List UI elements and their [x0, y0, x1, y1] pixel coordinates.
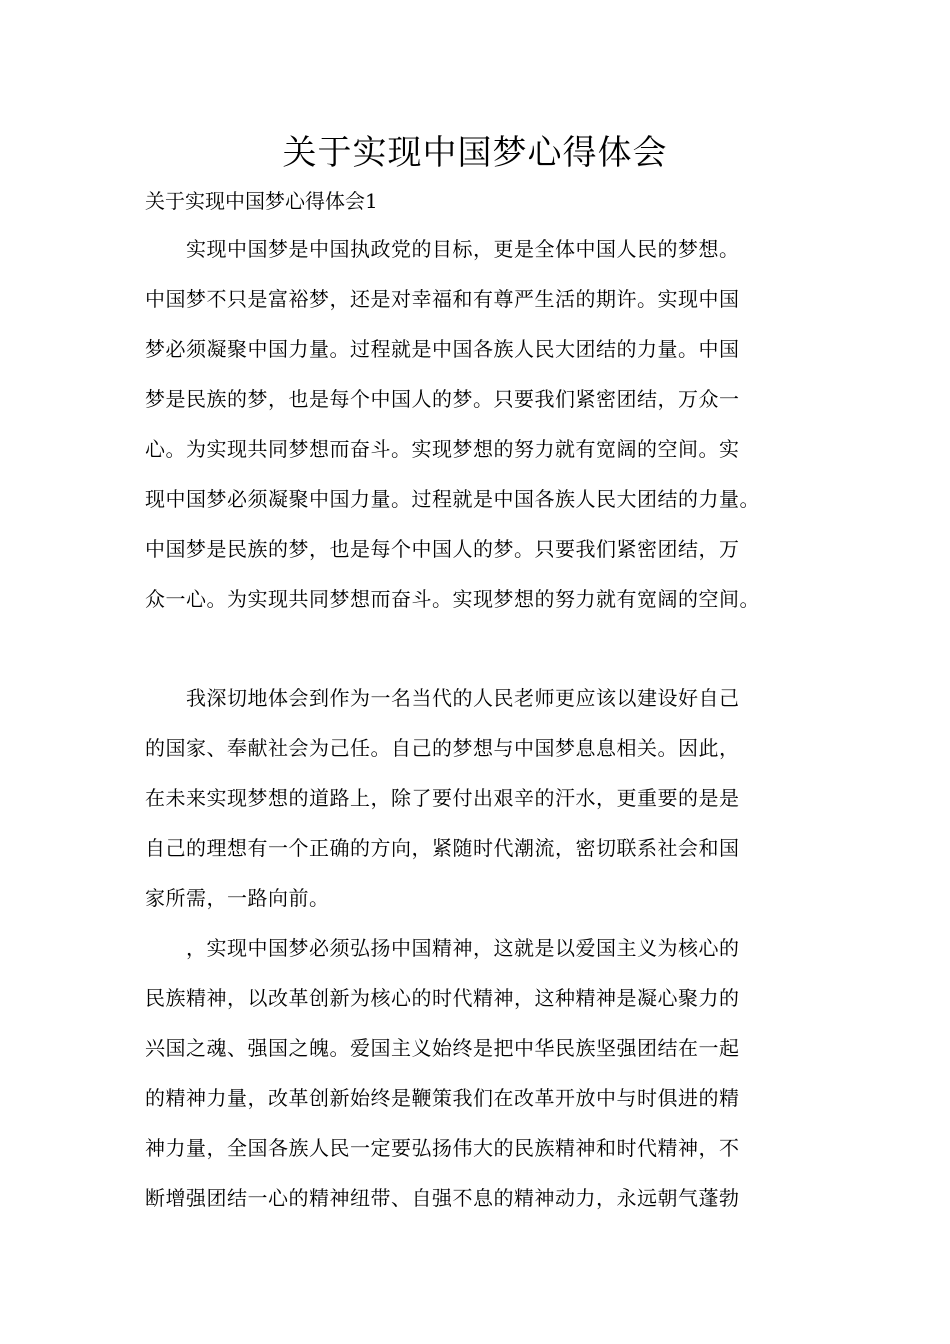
text-line: 的精神力量，改革创新始终是鞭策我们在改革开放中与时俱进的精: [145, 1086, 740, 1110]
text-line: 家所需，一路向前。: [145, 886, 330, 910]
text-line: 民族精神，以改革创新为核心的时代精神，这种精神是凝心聚力的: [145, 986, 740, 1010]
document-subtitle: 关于实现中国梦心得体会1: [145, 189, 378, 213]
text-line: 实现中国梦是中国执政党的目标，更是全体中国人民的梦想。: [145, 237, 740, 261]
text-line: 中国梦是民族的梦，也是每个中国人的梦。只要我们紧密团结，万: [145, 537, 740, 561]
text-line: ，实现中国梦必须弘扬中国精神，这就是以爱国主义为核心的: [145, 936, 740, 960]
text-line: 梦是民族的梦，也是每个中国人的梦。只要我们紧密团结，万众一: [145, 387, 740, 411]
text-line: 心。为实现共同梦想而奋斗。实现梦想的努力就有宽阔的空间。实: [145, 437, 740, 461]
text-line: 断增强团结一心的精神纽带、自强不息的精神动力，永远朝气蓬勃: [145, 1186, 740, 1210]
text-line: 兴国之魂、强国之魄。爱国主义始终是把中华民族坚强团结在一起: [145, 1036, 740, 1060]
text-line: 梦必须凝聚中国力量。过程就是中国各族人民大团结的力量。中国: [145, 337, 740, 361]
text-line: 自己的理想有一个正确的方向，紧随时代潮流，密切联系社会和国: [145, 836, 740, 860]
text-line: 在未来实现梦想的道路上，除了要付出艰辛的汗水，更重要的是是: [145, 786, 740, 810]
text-line: 的国家、奉献社会为己任。自己的梦想与中国梦息息相关。因此，: [145, 736, 740, 760]
text-line: 神力量，全国各族人民一定要弘扬伟大的民族精神和时代精神，不: [145, 1136, 740, 1160]
text-line: 我深切地体会到作为一名当代的人民老师更应该以建设好自己: [145, 686, 740, 710]
document-title: 关于实现中国梦心得体会: [282, 133, 668, 173]
text-line: 现中国梦必须凝聚中国力量。过程就是中国各族人民大团结的力量。: [145, 487, 760, 511]
text-line: 众一心。为实现共同梦想而奋斗。实现梦想的努力就有宽阔的空间。: [145, 587, 760, 611]
text-line: 中国梦不只是富裕梦，还是对幸福和有尊严生活的期许。实现中国: [145, 287, 740, 311]
